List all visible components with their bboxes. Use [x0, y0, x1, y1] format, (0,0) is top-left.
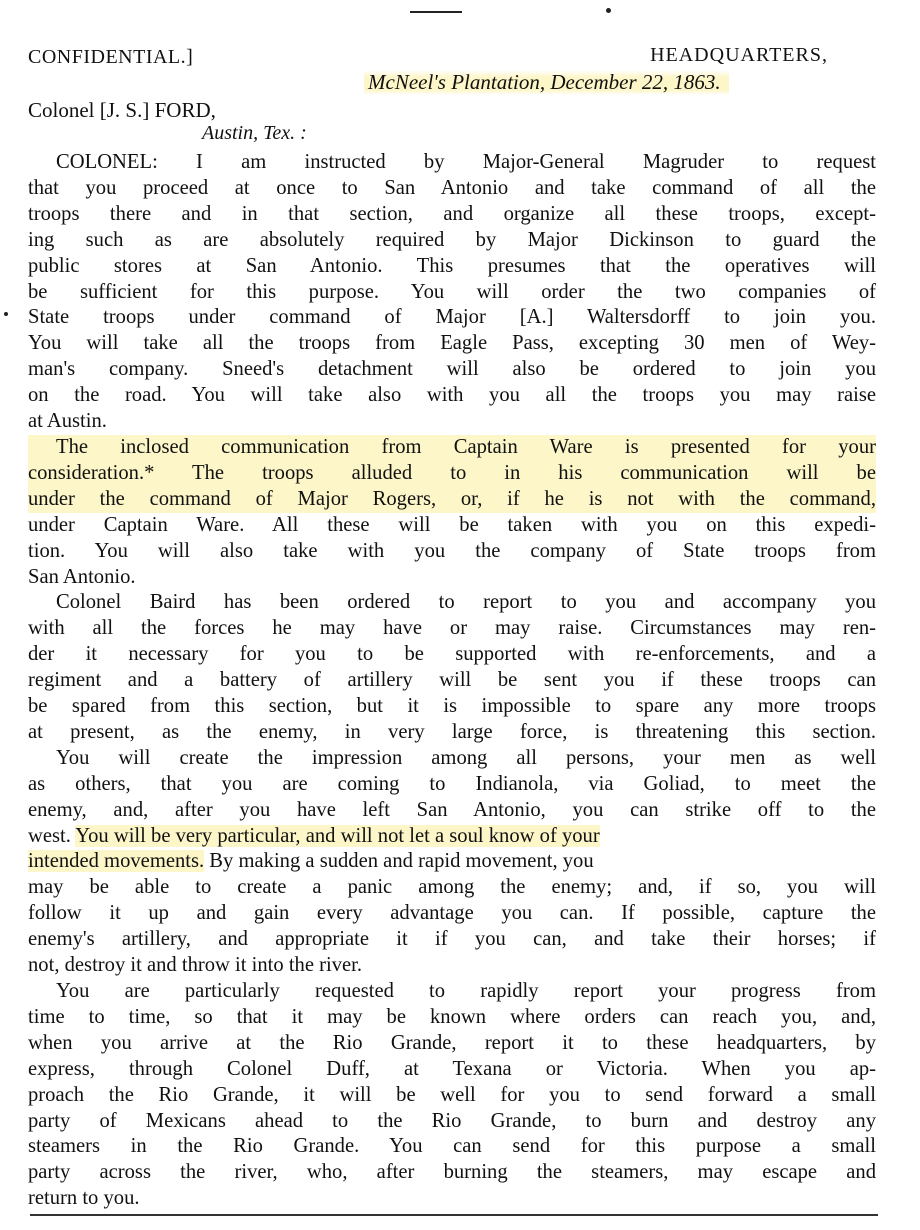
addressee-line [28, 98, 216, 123]
body-line: when you arrive at the Rio Grande, report it to these headquarters, by [28, 1031, 876, 1054]
bottom-rule [30, 1214, 878, 1216]
body-line: not, destroy it and throw it into the river. [28, 954, 363, 977]
body-line: express, through Colonel Duff, at Texana or Victoria. When you ap- [28, 1057, 876, 1080]
body-line: be spared from this section, but it is impossible to spare any more troops [28, 695, 876, 718]
body-line: public stores at San Antonio. This presumes that the operatives will [28, 254, 876, 277]
letter-body [28, 150, 876, 1212]
body-line: follow it up and gain every advantage you can. If possible, capture the [28, 902, 876, 925]
dateline: McNeel's Plantation, December 22, 1863. [364, 70, 729, 95]
addressee-location: Austin, Tex. : [202, 122, 307, 144]
body-line: on the road. You will take also with you all the troops you may raise [28, 384, 876, 407]
body-line: party across the river, who, after burning the steamers, may escape and [28, 1161, 876, 1184]
body-line: may be able to create a panic among the enemy; and, if so, you will [28, 876, 876, 899]
body-line: as others, that you are coming to Indianola, via Goliad, to meet the [28, 772, 876, 795]
addressee-name: FORD, [154, 98, 216, 122]
body-line: be sufficient for this purpose. You will order the two companies of [28, 280, 876, 303]
body-line-highlighted: under the command of Major Rogers, or, if he is not with the command, [28, 487, 876, 513]
body-line: tion. You will also take with you the company of State troops from [28, 539, 876, 562]
body-line-highlighted: consideration.* The troops alluded to in his communication will be [28, 461, 876, 487]
body-line-highlighted: The inclosed communication from Captain Ware is presented for your [28, 435, 876, 461]
body-line: time to time, so that it may be known where orders can reach you, and, [28, 1005, 876, 1028]
body-line: troops there and in that section, and organize all these troops, except- [28, 202, 876, 225]
body-line: You will take all the troops from Eagle Pass, excepting 30 men of Wey- [28, 332, 876, 355]
body-line: You are particularly requested to rapidly report your progress from [56, 980, 876, 1002]
addressee-rank: Colonel [J. S.] [28, 98, 155, 122]
body-line: enemy, and, after you have left San Antonio, you can strike off to the [28, 798, 876, 821]
body-line: with all the forces he may have or may raise. Circumstances may ren- [28, 617, 876, 640]
body-line: San Antonio. [28, 565, 136, 588]
body-line: man's company. Sneed's detachment will also be ordered to join you [28, 358, 876, 381]
margin-dot [4, 312, 8, 316]
body-line: ing such as are absolutely required by Major Dickinson to guard the [28, 228, 876, 251]
body-line: State troops under command of Major [A.] Waltersdorff to join you. [28, 306, 876, 329]
confidential-label: CONFIDENTIAL.] [28, 46, 194, 68]
body-line: at present, as the enemy, in very large force, is threatening this section. [28, 720, 876, 743]
body-line: at Austin. [28, 410, 107, 433]
body-line: west. You will be very particular, and will not let a soul know of your [28, 824, 600, 847]
body-line: under Captain Ware. All these will be taken with you on this expedi- [28, 513, 876, 536]
body-line: Colonel Baird has been ordered to report to you and accompany you [56, 591, 876, 614]
body-line: that you proceed at once to San Antonio and take command of all the [28, 176, 876, 199]
body-line: intended movements. By making a sudden and rapid movement, you [28, 850, 594, 873]
body-line: return to you. [28, 1187, 140, 1210]
top-dot [606, 8, 611, 13]
body-line: der it necessary for you to be supported with re-enforcements, and a [28, 643, 876, 666]
body-line: regiment and a battery of artillery will be sent you if these troops can [28, 669, 876, 692]
body-line: proach the Rio Grande, it will be well for you to send forward a small [28, 1083, 876, 1106]
body-line: You will create the impression among all persons, your men as well [56, 746, 876, 769]
body-line: steamers in the Rio Grande. You can send for this purpose a small [28, 1135, 876, 1158]
highlighted-phrase: You will be very particular, and will not let a soul know of your [75, 824, 600, 847]
highlighted-phrase: intended movements. [28, 850, 205, 873]
salutation: COLONEL: [56, 151, 158, 173]
body-line: party of Mexicans ahead to the Rio Grande, to burn and destroy any [28, 1109, 876, 1132]
body-line: enemy's artillery, and appropriate it if you can, and take their horses; if [28, 928, 876, 951]
headquarters-label: HEADQUARTERS, [650, 44, 828, 66]
body-line: COLONEL: I am instructed by Major-General Magruder to request [56, 151, 876, 173]
top-rule [410, 11, 462, 13]
